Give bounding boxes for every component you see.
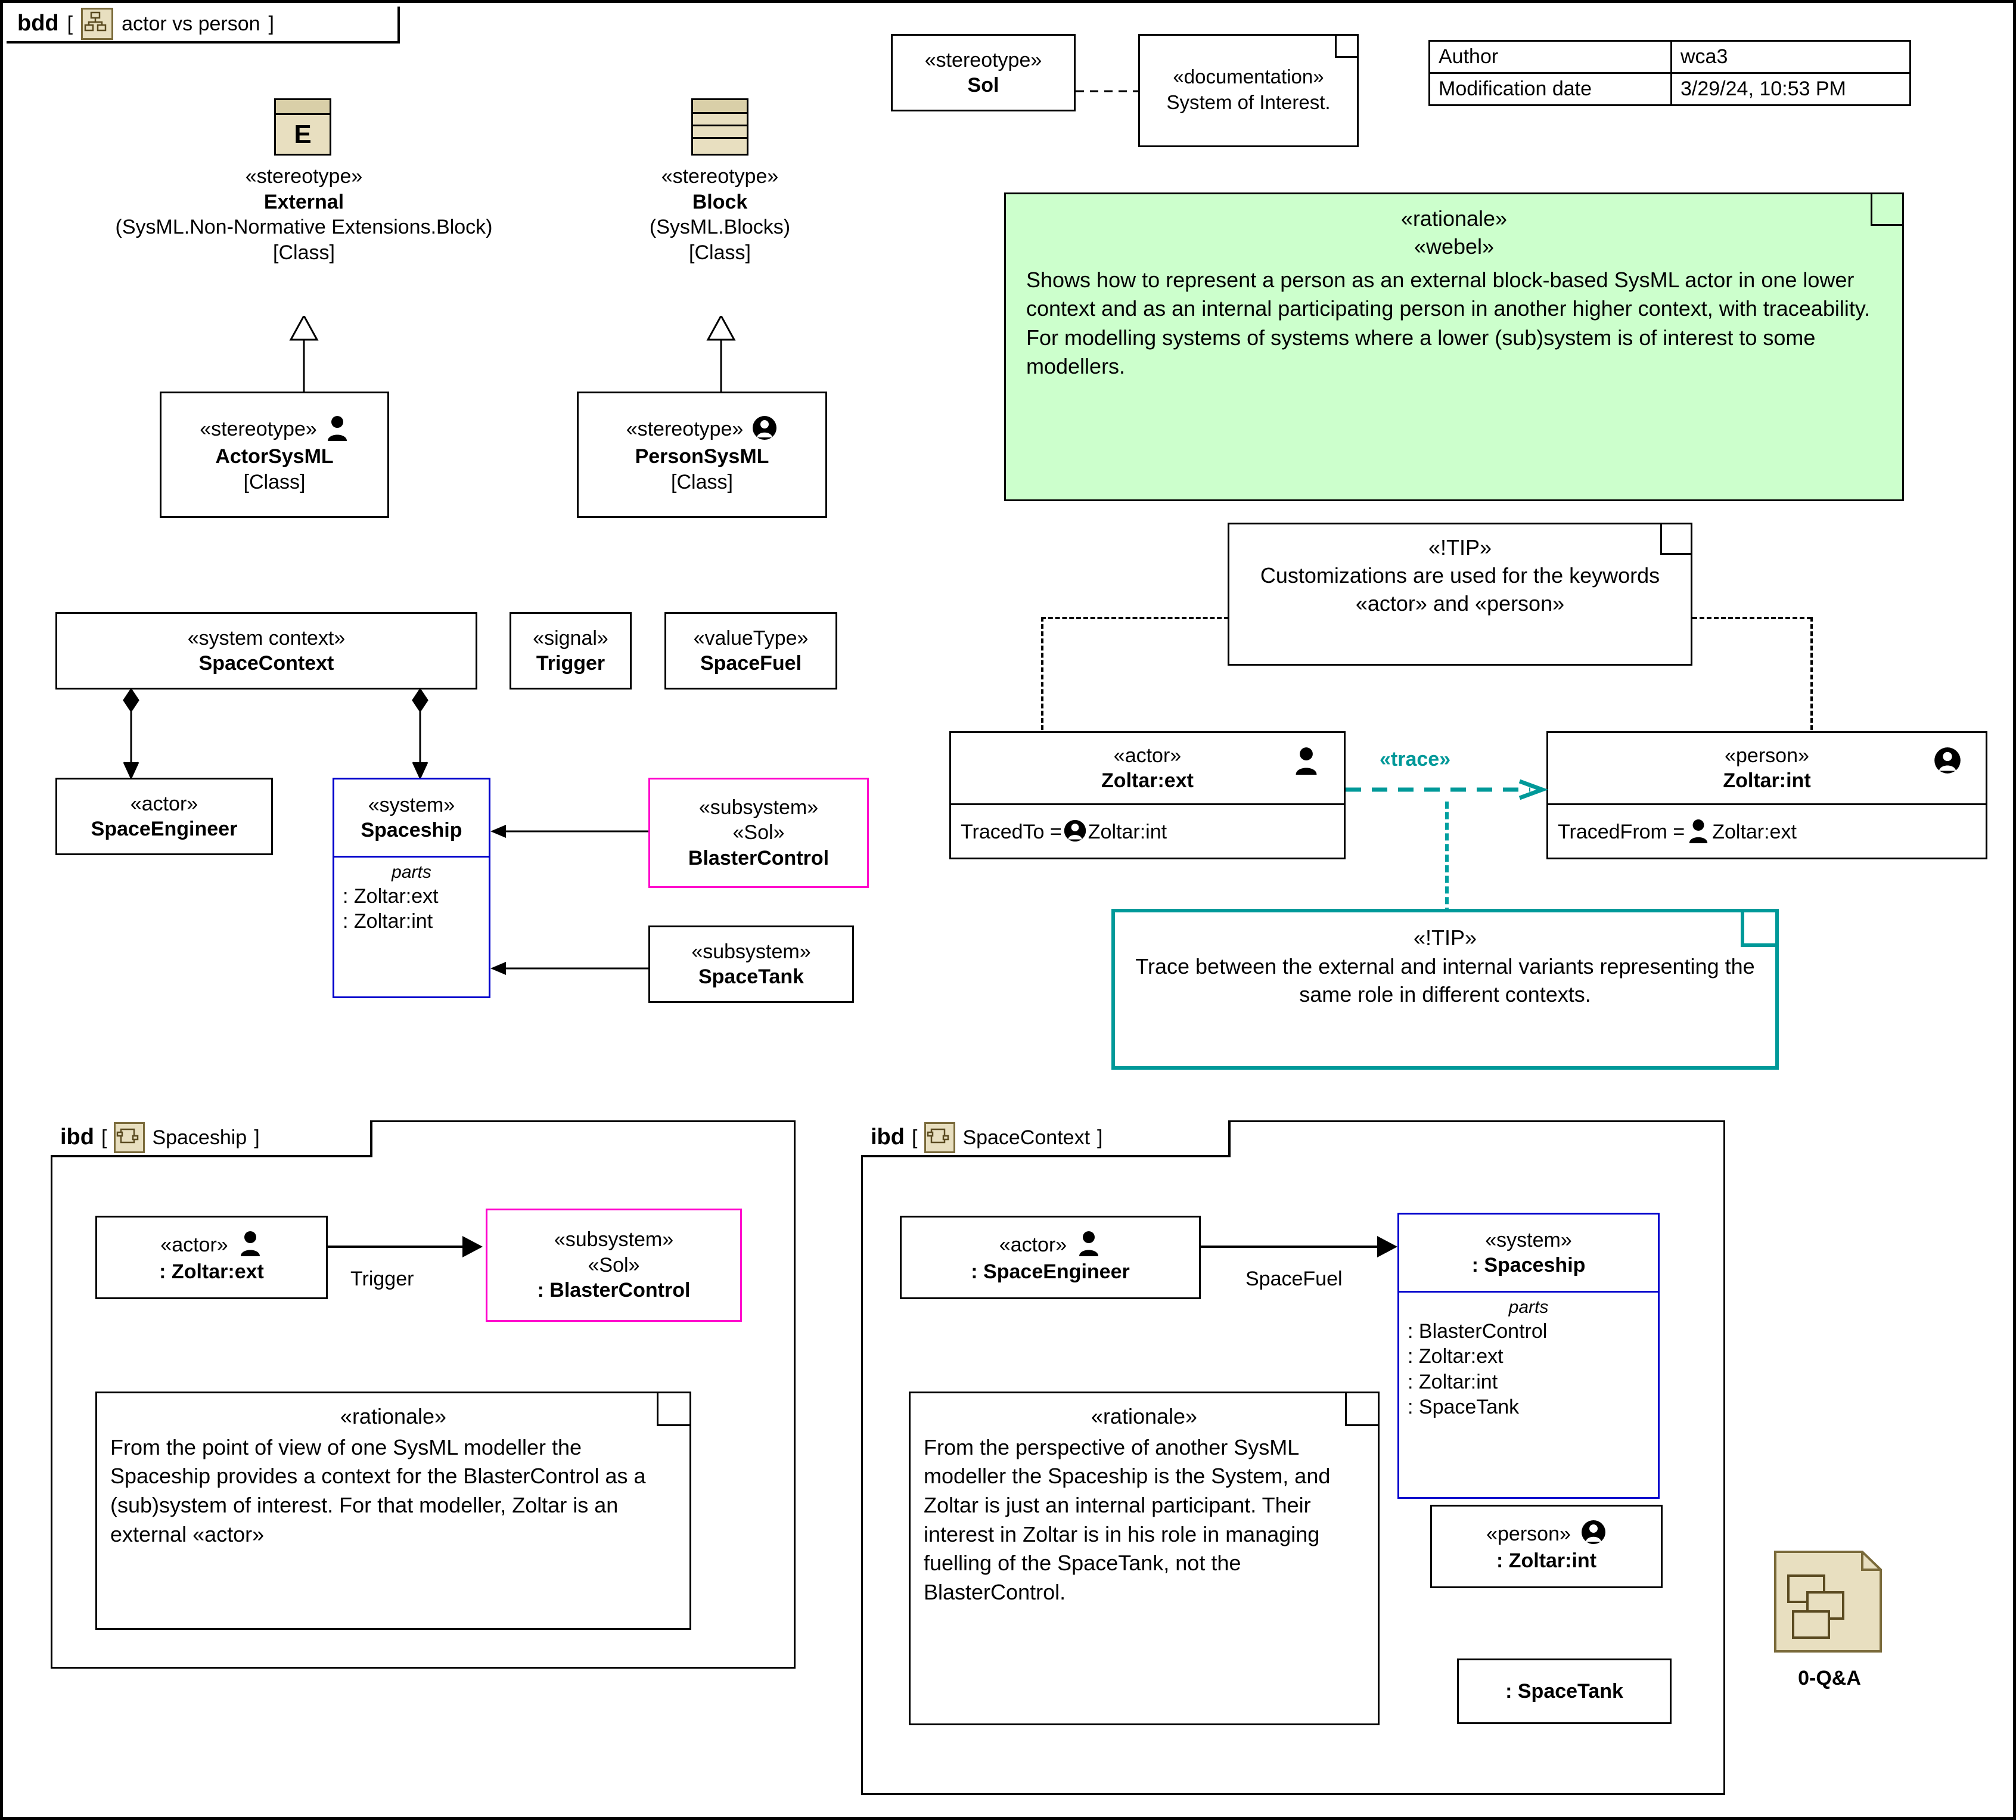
- block-name: Block: [692, 190, 748, 213]
- ibd-spacecontext-parts-label: parts: [1508, 1297, 1549, 1317]
- ibd-spaceship-kind: ibd: [60, 1125, 94, 1150]
- external-qualified: (SysML.Non-Normative Extensions.Block): [115, 216, 493, 238]
- personsysml-name: PersonSysML: [635, 445, 769, 468]
- ibd-spacecontext-rationale-keyword: «rationale»: [1091, 1404, 1198, 1428]
- ibd-spacecontext-name: SpaceContext: [962, 1126, 1091, 1149]
- note-fold-corner: [1741, 912, 1775, 947]
- ibd-spaceship-rationale-note: [95, 1392, 691, 1630]
- spaceship-blastercontrol-link: [490, 822, 648, 840]
- ibd-spacecontext-actor-name: : SpaceEngineer: [971, 1260, 1130, 1284]
- bdd-diagram-name: actor vs person: [122, 12, 260, 35]
- actor-icon: [1076, 1230, 1101, 1259]
- ibd-spacecontext-person-stereotype: «person»: [1486, 1522, 1571, 1545]
- sol-doc-connector: [1076, 85, 1141, 96]
- tip-trace-note: [1111, 909, 1779, 1070]
- sol-name: Sol: [967, 74, 999, 97]
- tip-trace-text: Trace between the external and internal variants representing the same role in different contexts.: [1135, 954, 1755, 1007]
- ibd-spaceship-rationale-text: From the point of view of one SysML modeller the Spaceship provides a context for the BlasterControl as a (sub)system of interest. For that modeller, Zoltar is an external «actor»: [110, 1434, 646, 1546]
- generalization-external: [274, 316, 334, 393]
- tip-link-right-vertical: [1810, 617, 1813, 730]
- ibd-spaceship-blaster-name: : BlasterControl: [537, 1279, 691, 1302]
- sol-doc-keyword: «documentation»: [1173, 66, 1324, 88]
- note-fold-corner: [1335, 36, 1357, 58]
- spacecontext-stereotype: «system context»: [187, 626, 346, 650]
- meta-table: [1428, 40, 1911, 106]
- external-icon: E: [274, 98, 331, 156]
- actorsysml-block[interactable]: [160, 392, 389, 518]
- tip-customizations-note: [1228, 523, 1692, 666]
- actor-icon: [1293, 746, 1320, 778]
- zoltar-int-property-value: Zoltar:ext: [1712, 820, 1797, 843]
- personsysml-block[interactable]: [577, 392, 827, 518]
- person-spacetank-connector: [1545, 1588, 1547, 1660]
- rationale-webel-keyword2: «webel»: [1414, 234, 1495, 259]
- spaceship-spacetank-link: [490, 959, 648, 977]
- person-part-stub: [1397, 1545, 1430, 1547]
- block-stereotype-keyword: «stereotype»: [661, 165, 779, 188]
- rationale-webel-note: [1004, 192, 1904, 501]
- spacefuel-name: SpaceFuel: [700, 652, 802, 675]
- ibd-spacecontext-flow-label: SpaceFuel: [1245, 1268, 1343, 1290]
- spacefuel-stereotype: «valueType»: [693, 626, 809, 650]
- ibd-spaceship-actor-stereotype: «actor»: [160, 1233, 228, 1256]
- person-icon: [1063, 819, 1087, 846]
- bdd-bracket-close: ]: [268, 12, 274, 35]
- ibd-spacecontext-spaceship-name: : Spaceship: [1471, 1254, 1586, 1277]
- blastercontrol-block[interactable]: [648, 778, 869, 888]
- block-qualified: (SysML.Blocks): [649, 216, 791, 238]
- spaceship-part-1: : Zoltar:int: [343, 910, 433, 933]
- bdd-diagram-icon: [81, 8, 113, 40]
- ibd-spaceship-actor-part[interactable]: [95, 1216, 328, 1299]
- spacetank-name: SpaceTank: [698, 965, 804, 988]
- ibd-spaceship-flow-arrow: [328, 1234, 483, 1260]
- ibd-spacecontext-actor-part[interactable]: [900, 1216, 1201, 1299]
- trace-tip-connector: [1445, 802, 1449, 915]
- ibd-spacecontext-part-1: : Zoltar:ext: [1408, 1345, 1504, 1368]
- tip-customizations-text: Customizations are used for the keywords «actor» and «person»: [1260, 563, 1660, 616]
- spacecontext-block[interactable]: [55, 612, 477, 690]
- blastercontrol-stereotype: «subsystem»: [698, 796, 819, 819]
- ibd-spaceship-blaster-stereotype: «subsystem»: [554, 1228, 674, 1251]
- external-stereotype-label: [39, 164, 569, 265]
- ibd-spacecontext-spaceship-part[interactable]: [1397, 1213, 1660, 1499]
- ibd-spacecontext-rationale-text: From the perspective of another SysML modeller the Spaceship is the System, and Zoltar is just an internal participant. Their interest in Zoltar is in his role in managing fuelling of the SpaceTank, not the BlasterControl.: [924, 1434, 1331, 1604]
- ibd-spacecontext-part-0: : BlasterControl: [1408, 1319, 1548, 1343]
- person-icon: [1933, 746, 1962, 778]
- note-fold-corner: [657, 1393, 689, 1426]
- ibd-spacecontext-spacetank-name: : SpaceTank: [1505, 1679, 1623, 1703]
- spaceship-parts-compartment-label: parts: [392, 862, 431, 882]
- person-icon: [751, 415, 778, 444]
- external-stereotype-keyword: «stereotype»: [245, 165, 363, 188]
- bdd-frame-header: [7, 7, 400, 44]
- spaceship-block[interactable]: [333, 778, 490, 998]
- spaceengineer-name: SpaceEngineer: [91, 818, 238, 840]
- meta-value-moddate: 3/29/24, 10:53 PM: [1672, 73, 1911, 105]
- personsysml-stereotype: «stereotype»: [626, 418, 744, 441]
- ibd-spaceship-blaster-part[interactable]: [486, 1209, 742, 1322]
- ibd-spaceship-blaster-stereotype2: «Sol»: [588, 1253, 640, 1277]
- ibd-spacecontext-spacetank-part[interactable]: [1457, 1659, 1672, 1724]
- ibd-spacecontext-bracket-open: [: [911, 1126, 918, 1149]
- sol-doc-text: System of Interest.: [1166, 91, 1331, 113]
- composition-spaceengineer: [119, 690, 143, 780]
- tip-link-left-vertical: [1041, 617, 1043, 730]
- actorsysml-name: ActorSysML: [215, 445, 334, 468]
- external-metaclass: [Class]: [273, 241, 335, 264]
- meta-label-moddate: Modification date: [1430, 73, 1672, 105]
- blastercontrol-name: BlasterControl: [688, 846, 830, 869]
- spacetank-block[interactable]: [648, 925, 854, 1003]
- table-row: [1430, 73, 1911, 105]
- ibd-diagram-icon: [114, 1122, 145, 1153]
- ibd-spacecontext-header: [861, 1120, 1231, 1157]
- ibd-spaceship-bracket-open: [: [101, 1126, 107, 1149]
- ibd-spaceship-header: [51, 1120, 372, 1157]
- tip-trace-keyword: «!TIP»: [1413, 925, 1477, 950]
- ibd-spaceship-name: Spaceship: [152, 1126, 247, 1149]
- spaceship-stereotype: «system»: [368, 793, 455, 816]
- spaceship-part-0: : Zoltar:ext: [343, 884, 439, 908]
- spacetank-stereotype: «subsystem»: [691, 940, 811, 963]
- external-name: External: [263, 190, 344, 213]
- table-row: [1430, 41, 1911, 73]
- tip-link-left-horizontal: [1041, 617, 1229, 619]
- person-icon: [1580, 1519, 1607, 1548]
- ibd-spacecontext-person-part[interactable]: [1430, 1505, 1663, 1588]
- tip-customizations-keyword: «!TIP»: [1428, 535, 1492, 560]
- note-fold-corner: [1345, 1393, 1378, 1426]
- ibd-spaceship-flow-label: Trigger: [350, 1268, 414, 1290]
- ibd-spacecontext-actor-stereotype: «actor»: [999, 1233, 1067, 1256]
- blastercontrol-stereotype2: «Sol»: [732, 821, 785, 844]
- qa-badge-label: 0-Q&A: [1798, 1667, 1861, 1689]
- actorsysml-stereotype: «stereotype»: [200, 418, 317, 441]
- spaceship-name: Spaceship: [361, 819, 462, 841]
- actor-icon: [1687, 818, 1710, 846]
- zoltar-int-stereotype: «person»: [1725, 744, 1809, 767]
- ibd-spacecontext-part-3: : SpaceTank: [1408, 1396, 1520, 1418]
- block-icon: [691, 98, 748, 156]
- zoltar-int-block[interactable]: [1546, 731, 1987, 859]
- ibd-spacecontext-kind: ibd: [871, 1125, 905, 1150]
- composition-spaceship: [408, 690, 432, 780]
- meta-value-author: wca3: [1672, 41, 1911, 73]
- zoltar-ext-stereotype: «actor»: [1113, 744, 1182, 767]
- rationale-webel-text: Shows how to represent a person as an external block-based SysML actor in one lower context and as an internal participating person in another higher context, with traceability. For modelling systems of systems where a lower (sub)system is of interest to some modellers.: [1026, 267, 1871, 379]
- tip-link-right-horizontal: [1692, 617, 1812, 619]
- generalization-block: [691, 316, 751, 393]
- ibd-spacecontext-spaceship-stereotype: «system»: [1485, 1228, 1572, 1251]
- meta-label-author: Author: [1430, 41, 1672, 73]
- spacecontext-name: SpaceContext: [198, 652, 334, 675]
- trigger-block[interactable]: [510, 612, 632, 690]
- actorsysml-metaclass: [Class]: [243, 470, 306, 493]
- zoltar-int-name: Zoltar:int: [1723, 769, 1811, 792]
- ibd-spacecontext-person-name: : Zoltar:int: [1496, 1549, 1597, 1573]
- block-metaclass: [Class]: [689, 241, 751, 264]
- ibd-spacecontext-flow-arrow: [1201, 1234, 1397, 1260]
- ibd-spaceship-bracket-close: ]: [254, 1126, 260, 1149]
- zoltar-int-property-label: TracedFrom =: [1558, 820, 1685, 843]
- zoltar-ext-property-label: TracedTo =: [961, 820, 1062, 843]
- note-fold-corner: [1871, 194, 1902, 226]
- spaceengineer-block[interactable]: [55, 778, 273, 855]
- block-stereotype-label: [541, 164, 899, 265]
- qa-package-icon: [1773, 1549, 1883, 1654]
- zoltar-ext-name: Zoltar:ext: [1101, 769, 1194, 792]
- actor-icon: [238, 1230, 263, 1259]
- trigger-name: Trigger: [536, 652, 605, 675]
- personsysml-metaclass: [Class]: [671, 470, 733, 493]
- bdd-kind-label: bdd: [17, 11, 59, 36]
- ibd-spacecontext-rationale-note: [909, 1392, 1380, 1725]
- trace-link: [1346, 778, 1548, 802]
- trigger-stereotype: «signal»: [533, 626, 608, 650]
- bdd-bracket-open: [: [67, 12, 73, 35]
- ibd-spaceship-rationale-keyword: «rationale»: [340, 1404, 447, 1428]
- zoltar-ext-property-value: Zoltar:int: [1088, 820, 1167, 843]
- sol-documentation-note: [1138, 34, 1359, 147]
- ibd-diagram-icon: [924, 1122, 955, 1153]
- ibd-spaceship-actor-name: : Zoltar:ext: [159, 1260, 264, 1284]
- ibd-spacecontext-part-2: : Zoltar:int: [1408, 1370, 1498, 1393]
- ibd-spacecontext-bracket-close: ]: [1097, 1126, 1103, 1149]
- zoltar-ext-block[interactable]: [949, 731, 1346, 859]
- actor-icon: [325, 415, 349, 444]
- spaceengineer-stereotype: «actor»: [130, 792, 198, 815]
- spacefuel-block[interactable]: [664, 612, 837, 690]
- sol-stereotype-keyword: «stereotype»: [924, 48, 1042, 72]
- sol-stereotype-block[interactable]: [891, 34, 1076, 111]
- trace-link-label: «trace»: [1380, 748, 1451, 771]
- note-fold-corner: [1660, 524, 1691, 555]
- rationale-webel-keyword1: «rationale»: [1400, 206, 1508, 231]
